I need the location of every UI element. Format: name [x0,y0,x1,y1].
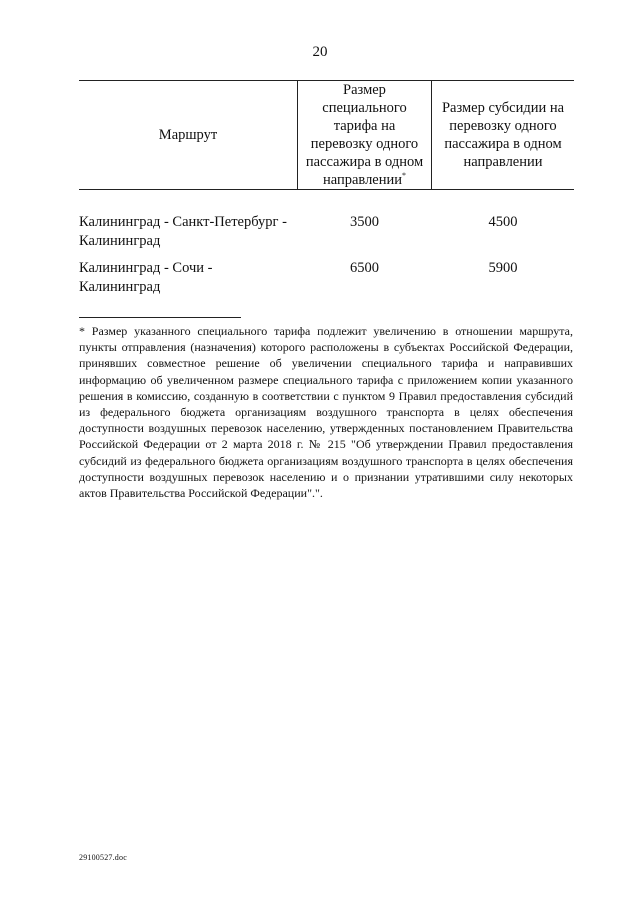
header-tariff-text [302,81,427,189]
cell-tariff: 3500 [350,214,379,230]
cell-route: Калининград - Санкт-Петербург - Калининград [79,214,287,249]
cell-route: Калининград - Сочи - Калининград [79,260,213,295]
footnote-text: * Размер указанного специального тарифа подлежит увеличению в отношении маршрута, пункты отправления (назначения) которого расположены в субъектах Российской Федерации, принявших совместное решение об увеличении специального тарифа и направивших информацию об увеличенном размере специального тарифа с приложением копии указанного решения в комиссию, созданную в соответствии с пунктом 9 Правил предоставления субсидий из федерального бюджета организациям воздушного транспорта в целях обеспечения доступности воздушных перевозок населению, утвержденных постановлением Правительства Российской Федерации от 2 марта 2018 г. № 215 "Об утверждении Правил предоставления субсидий из федерального бюджета организациям воздушного транспорта в целях обеспечения доступности воздушных перевозок населению и о признании утратившими силу некоторых актов Правительства Российской Федерации".". [79,324,573,501]
page-number: 20 [312,44,328,60]
table-header [79,80,574,190]
cell-subsidy: 5900 [488,260,518,276]
document-id: 29100527.doc [79,853,127,862]
cell-tariff: 6500 [350,260,379,276]
header-subsidy: Размер субсидии на перевозку одного пассажира в одном направлении [441,100,565,170]
table-row [79,213,574,251]
footnote-marker: * [402,171,407,181]
cell-subsidy: 4500 [488,214,518,230]
header-tariff [297,81,432,189]
header-tariff-label: Размер специального тарифа на перевозку одного пассажира в одном направлении [305,82,424,188]
header-route: Маршрут [158,127,218,143]
table-row [79,259,574,297]
footnote-divider [79,317,241,318]
